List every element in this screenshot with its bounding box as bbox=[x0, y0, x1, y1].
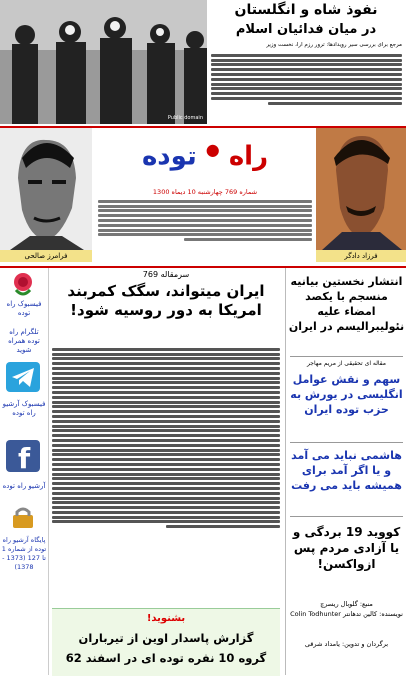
report-box[interactable] bbox=[52, 608, 280, 676]
top-headline-line2[interactable]: در میان فدائیان اسلام bbox=[235, 22, 377, 37]
facebook-archive-link[interactable]: فیسبوک آرشیو راه توده bbox=[2, 400, 46, 417]
historical-photo bbox=[0, 0, 207, 124]
masthead-body-text bbox=[98, 198, 312, 243]
left-portrait bbox=[0, 128, 92, 262]
logo-rah: راه bbox=[228, 141, 269, 172]
report-headline-line1: گزارش پاسدار اوین از تیرباران bbox=[78, 631, 254, 645]
lock-archive-icon[interactable] bbox=[10, 506, 36, 528]
listen-tag: بشنوید! bbox=[146, 613, 186, 624]
masthead-logo[interactable] bbox=[100, 140, 310, 186]
telegram-icon[interactable] bbox=[6, 362, 40, 392]
left-sidebar bbox=[0, 268, 49, 675]
rose-icon bbox=[6, 270, 40, 298]
left-portrait-caption: فرامرز صالحی bbox=[0, 250, 92, 262]
right-portrait-caption: فرزاد دادگر bbox=[316, 250, 406, 262]
archive-link[interactable]: آرشیو راه توده bbox=[2, 482, 46, 490]
divider bbox=[290, 442, 403, 443]
svg-text:f: f bbox=[18, 442, 31, 472]
portrait-photo-icon bbox=[316, 128, 406, 250]
portrait-sketch-icon bbox=[0, 128, 92, 250]
credit-line3: برگردان و تدوین: یامداد شرقی bbox=[304, 640, 389, 648]
logo-tudeh: توده bbox=[141, 141, 197, 172]
top-headline-line1[interactable]: نفوذ شاه و انگلستان bbox=[234, 2, 378, 18]
facebook-page-link[interactable]: فیسبوک راه توده bbox=[6, 300, 42, 317]
divider bbox=[290, 516, 403, 517]
right-column bbox=[285, 268, 406, 675]
top-article bbox=[0, 0, 406, 124]
story-covid[interactable]: کووید 19 بردگی و یا آزادی مردم پس ازواکسن! bbox=[292, 525, 401, 571]
editorial-headline[interactable]: ایران میتواند، سگک کمربند امریکا به دور روسیه شود! bbox=[67, 282, 265, 319]
credit-line2: نویسنده: کالین تدهانتر Colin Todhunter bbox=[290, 610, 403, 618]
center-column bbox=[50, 268, 282, 675]
photo-caption: Public domain bbox=[167, 115, 203, 121]
editorial-body-text bbox=[52, 346, 280, 530]
top-body-text bbox=[211, 52, 402, 107]
masthead-band bbox=[0, 126, 406, 268]
facebook-icon[interactable] bbox=[6, 440, 40, 472]
top-intro-snippet: مرجع برای بررسی سیر رویدادها: ترور رزم آرا، نخست وزیر bbox=[266, 42, 402, 48]
group-photo-icon bbox=[0, 0, 207, 124]
back-issues-link[interactable]: پایگاه آرشیو راه توده از شماره 1 تا 127 (1373 - 1378) bbox=[1, 536, 47, 571]
report-headline-line2: گروه 10 نفره توده ای در اسفند 62 bbox=[65, 651, 267, 665]
divider bbox=[290, 356, 403, 357]
logo-dot-icon: ● bbox=[205, 140, 220, 159]
story-statement[interactable]: انتشار نخستین بیانیه منسجم با یکصد امضاء علیه نئولیبرالیسم در ایران bbox=[288, 275, 405, 333]
issue-line: شماره 769 چهارشنبه 10 دیماه 1300 bbox=[152, 188, 258, 196]
story-research-tag: مقاله ای تحقیقی از مریم مهاجر bbox=[306, 360, 387, 367]
editorial-tag: سرمقاله 769 bbox=[142, 270, 190, 279]
story-british-agents[interactable]: سهم و نقش عوامل انگلیسی در یورش به حزب توده ایران bbox=[290, 373, 403, 416]
right-portrait bbox=[316, 128, 406, 262]
credit-line1: منبع: گلوبال ریسرچ bbox=[320, 600, 373, 608]
telegram-link[interactable]: تلگرام راه توده همراه شوید bbox=[8, 328, 40, 354]
story-hashemi[interactable]: هاشمی نباید می آمد و یا اگر آمد برای همیشه باید می رفت bbox=[291, 449, 402, 492]
